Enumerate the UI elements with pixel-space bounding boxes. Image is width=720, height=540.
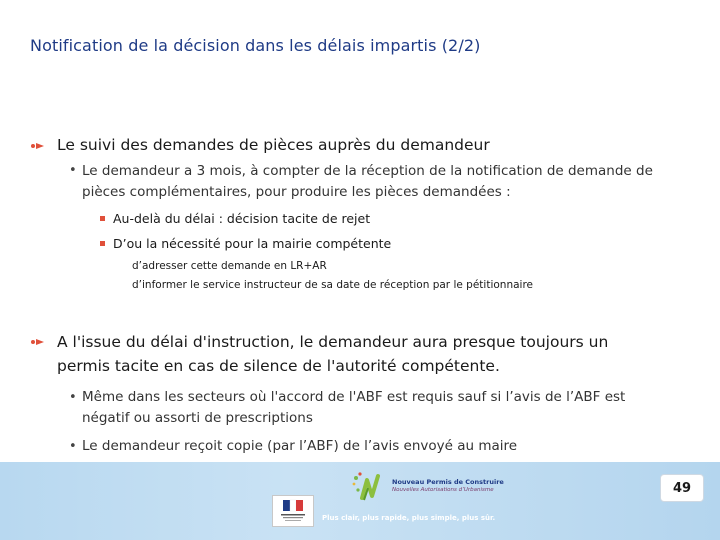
section-2-item-1-line1: Même dans les secteurs où l'accord de l'ABF est requis sauf si l’avis de l’ABF est	[82, 389, 626, 405]
brand-name: Nouveau Permis de Construire	[392, 478, 504, 486]
permis-logo	[350, 470, 384, 504]
square-bullet-icon	[100, 216, 105, 221]
section-1-sub-1: Au-delà du délai : décision tacite de rejet	[113, 211, 371, 226]
section-1-item-1-line1: Le demandeur a 3 mois, à compter de la réception de la notification de demande de	[82, 163, 653, 179]
section-1-heading: Le suivi des demandes de pièces auprès du demandeur	[57, 136, 490, 154]
bullet-arrow-icon	[30, 141, 46, 151]
section-1-item-1-line2: pièces complémentaires, pour produire les pièces demandées :	[82, 184, 511, 200]
page-title: Notification de la décision dans les délais impartis (2/2)	[30, 36, 481, 55]
bullet-dot: •	[69, 439, 77, 454]
section-2-heading-line1: A l'issue du délai d'instruction, le demandeur aura presque toujours un	[57, 333, 609, 351]
footer-tagline: Plus clair, plus rapide, plus simple, plus sûr.	[322, 514, 496, 522]
bullet-dot: •	[69, 390, 77, 405]
page-number: 49	[660, 474, 704, 502]
bullet-arrow-icon	[30, 337, 46, 347]
republique-francaise-logo	[272, 495, 314, 527]
brand-subtitle: Nouvelles Autorisations d’Urbanisme	[392, 487, 494, 493]
section-1-subsub-1: d’adresser cette demande en LR+AR	[132, 260, 327, 272]
section-1-sub-2: D’ou la nécessité pour la mairie compétente	[113, 236, 392, 251]
square-bullet-icon	[100, 241, 105, 246]
bullet-dot: •	[69, 163, 77, 178]
section-2-heading-line2: permis tacite en cas de silence de l'autorité compétente.	[57, 357, 500, 375]
section-2-item-2-line1: Le demandeur reçoit copie (par l’ABF) de l’avis envoyé au maire	[82, 438, 518, 454]
section-1-subsub-2: d’informer le service instructeur de sa date de réception par le pétitionnaire	[132, 279, 533, 291]
section-2-item-1-line2: négatif ou assorti de prescriptions	[82, 410, 313, 426]
